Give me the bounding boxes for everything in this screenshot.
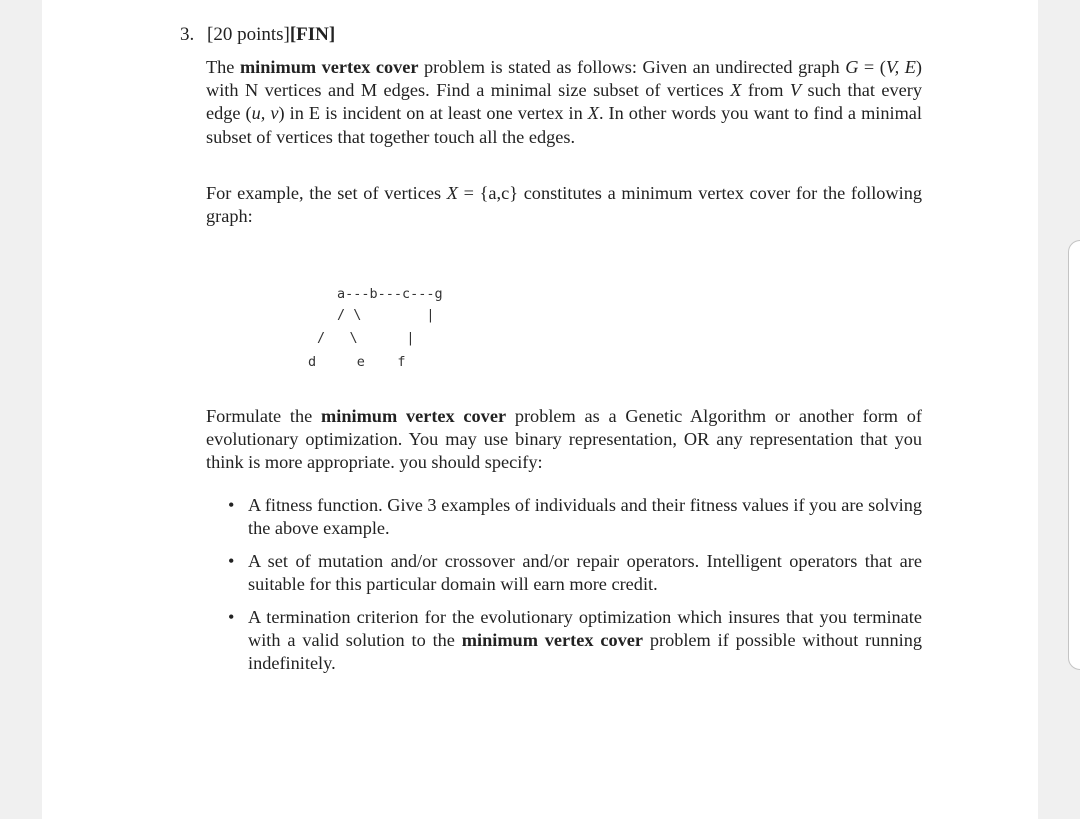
requirements-list xyxy=(222,494,922,685)
example-paragraph: For example, the set of vertices X = {a,c} constitutes a minimum vertex cover for the following graph: xyxy=(206,183,922,227)
list-item: • A termination criterion for the evolutionary optimization which insures that you terminate with a valid solution to the minimum vertex cover problem if possible without running indefinitely. xyxy=(228,606,922,674)
list-item: • A fitness function. Give 3 examples of individuals and their fitness values if you are solving the above example. xyxy=(228,495,922,539)
graph-line-3: / \ | xyxy=(317,330,415,346)
question-points: [20 points] xyxy=(207,24,290,45)
graph-line-1: a---b---c---g xyxy=(337,286,443,302)
question-header xyxy=(207,24,335,46)
list-item: • A set of mutation and/or crossover and/or repair operators. Intelligent operators that are suitable for this particular domain will earn more credit. xyxy=(228,550,922,595)
problem-statement: The minimum vertex cover problem is stated as follows: Given an undirected graph G = (V, E) with N vertices and M edges. Find a minimal size subset of vertices X from V such that every edge (u, v) in E is incident on at least one vertex in X. In other words you want to find a minimal subset of vertices that together touch all the edges. xyxy=(206,57,923,147)
scrollbar[interactable] xyxy=(1068,240,1080,670)
question-tag: [FIN] xyxy=(289,24,336,45)
graph-line-2: / \ | xyxy=(337,307,435,323)
question-number: 3. xyxy=(180,24,195,45)
task-paragraph: Formulate the minimum vertex cover problem as a Genetic Algorithm or another form of evolutionary optimization. You may use binary representation, OR any representation that you think is more appropriate. you should specify: xyxy=(206,406,923,473)
graph-line-4: d e f xyxy=(308,354,406,370)
